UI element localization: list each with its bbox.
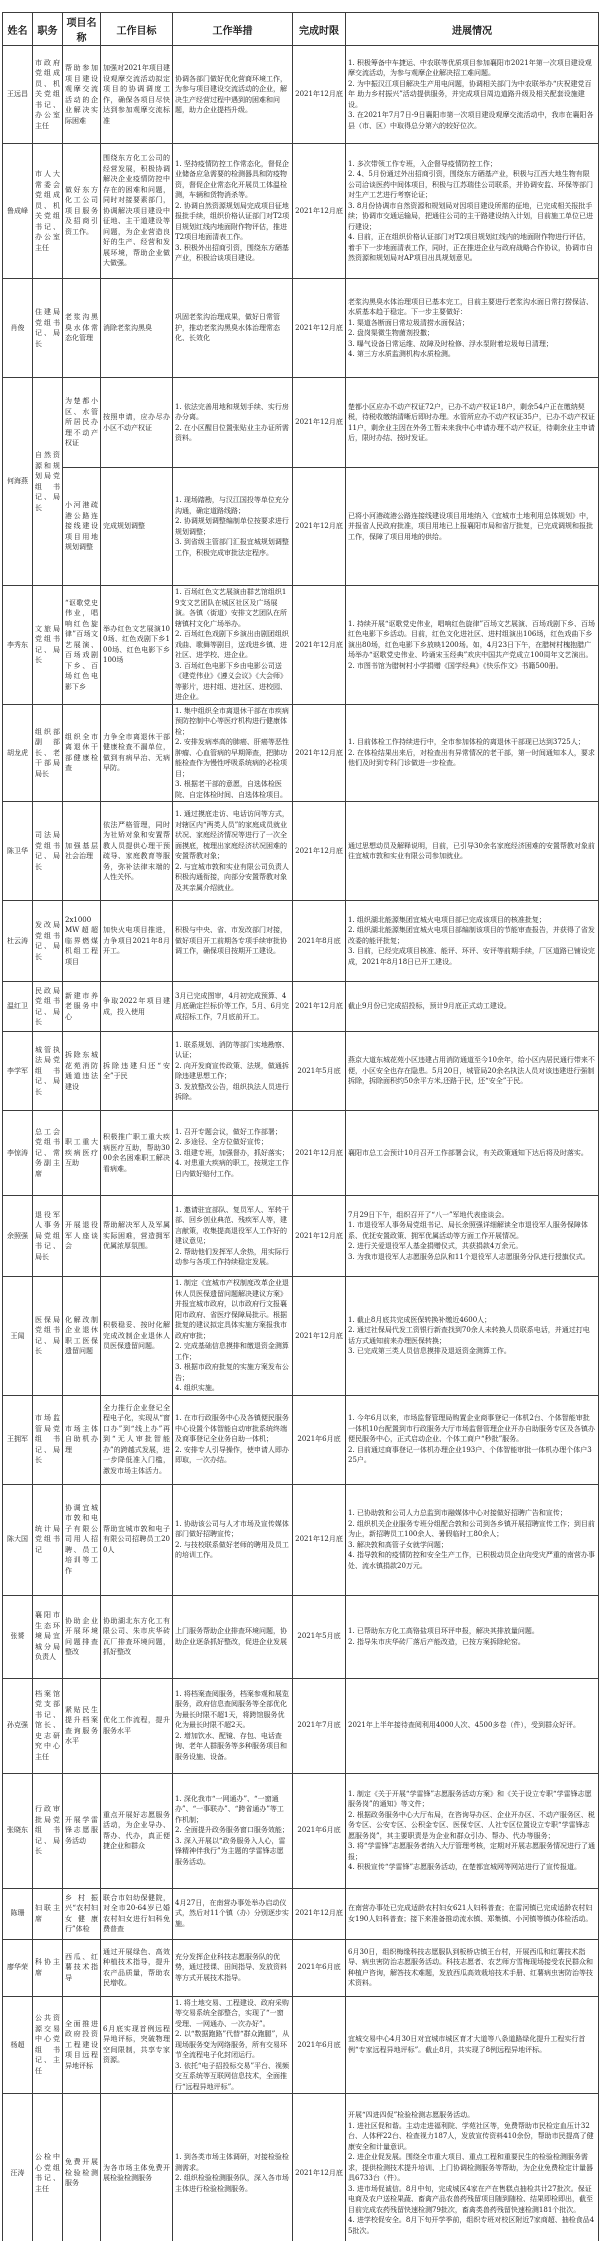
progress-cell-line: 2. 为中振汉江项目解决生产用电问题，协调相关部门为中农联举办“庆祝建党百年 助力乡村振兴”活动提供服务，并完成项目周边道路升级及相关配套设施建设。: [348, 79, 592, 109]
project-cell: “讴歌党史伟业，唱响红色旋律”百场文艺展演、百场戏剧下乡、百场红色电影下乡: [63, 586, 101, 705]
project-cell: 西瓜、红薯技术指导: [63, 1939, 101, 1996]
measures-cell: [173, 1277, 293, 1396]
progress-cell-line: 1. 截止8月底共完成医保转换补缴近4600人；: [348, 1315, 492, 1324]
project-cell: 新建市养老服务中心: [63, 982, 101, 1032]
progress-cell-line: 截止9月份已完成招投标，预计9月底正式动工建设。: [348, 1002, 511, 1011]
measures-cell: [173, 1484, 293, 1595]
progress-cell: [346, 46, 599, 144]
progress-cell-line: 2. 进企业促发展。围绕全市重大项目、重点工程和重要民生的检验检测服务需求，提供检测技术提升培训、上门协调检测服务等帮助，为企业免费检定计量器具6733台（件）。: [348, 2153, 593, 2182]
table-row: [3, 378, 599, 468]
measures-cell-line: 上门服务帮助企业排查环境问题，协助企业逐条抓好整改，促进企业发展: [175, 1627, 287, 1646]
progress-cell: [346, 1939, 599, 1996]
progress-cell-line: 1. 持续开展“讴歌党史伟业，唱响红色旋律”百场文艺展演、百场戏剧下乡、百场红色电影下乡活动。目前，红色文化进社区、进村组演出106场，红色戏曲下乡演出80场，红色电影下乡放映1200场。如，4月23日下午，在腊树村槐抱腊广场举办“讴歌党史伟业、吟诵宋玉经典”欢庆中国共产党成立100周年文艺演出。: [348, 619, 596, 659]
measures-cell: [173, 1996, 293, 2094]
measures-cell: [173, 1111, 293, 1196]
project-cell: 化解改制企业退休职工医保遗留问题: [63, 1277, 101, 1396]
measures-cell-line: 1. 坚持疫情防控工作常态化，督促企业储备应急需要的检测器具和防疫物资，督促企业常态化开展员工体温检测，车辆和货物消杀等。: [175, 159, 289, 199]
deadline-cell: 2021年12月底: [293, 279, 346, 378]
progress-cell: [346, 1196, 599, 1277]
measures-cell-line: 2. 百场红色戏剧下乡演出由剧团组织戏曲、歌舞等剧目，送戏进乡镇、进社区、进学校、进企业。: [175, 630, 289, 659]
deadline-cell: 2021年5月底: [293, 1595, 346, 1678]
project-cell: 加强基层社会治理: [63, 802, 101, 901]
table-row: [3, 1484, 599, 1595]
goal-cell: 争取2022年项目建成，投入使用: [101, 982, 173, 1032]
measures-cell: [173, 982, 293, 1032]
project-cell: 乡村振兴“农村妇女健康行”体检: [63, 1888, 101, 1939]
measures-cell-line: 1. 依法完善用地和规划手续、实行房办分离。: [175, 402, 289, 421]
measures-cell-line: 2. 与技校联系做好老师的聘用及员工的培训工作。: [175, 1540, 289, 1559]
name-cell: 陈卫华: [3, 802, 33, 901]
measures-cell-line: 2. 协调自然资源规划局完成项目征地报批手续，组织价格认证部门对T2项目规划红线内地面附作物评估，推进T2项目地面清表工作。: [175, 201, 290, 241]
measures-cell-line: 1. 联系规划、消防等部门实地勘察、认证；: [175, 1040, 289, 1059]
project-cell: 为楚都小区、水管所居民办理不动产权证: [63, 378, 101, 468]
goal-cell: 完成规划调整: [101, 468, 173, 586]
deadline-cell: 2021年6月底: [293, 1395, 346, 1484]
progress-cell: [346, 1996, 599, 2094]
measures-cell-line: 1. 协助该公司与人才市场及宣传媒体部门做好招聘宣传；: [175, 1519, 289, 1538]
table-row: [3, 1395, 599, 1484]
deadline-cell: 2021年12月底: [293, 1888, 346, 1939]
deadline-cell: 2021年12月底: [293, 586, 346, 705]
goal-cell: 按照申请，应办尽办小区不动产权证: [101, 378, 173, 468]
work-progress-table: [2, 12, 599, 2241]
project-cell: 协调宜城市敦和电子有限公司用人招聘、员工培训等工作: [63, 1484, 101, 1595]
progress-cell: [346, 1678, 599, 1773]
measures-cell: [173, 1196, 293, 1277]
measures-cell: [173, 279, 293, 378]
measures-cell-line: 3. 深入开展以“政务服务入人心，雷锋精神伴我行”为主题的学雷锋志愿服务活动。: [175, 1836, 286, 1866]
position-cell: 退役军人事务局党组书记、局长: [33, 1196, 63, 1277]
position-cell: 市人大常委会党组成员、机关党组书记、办公室主任: [33, 144, 63, 279]
position-cell: 档案馆党支部书记、馆长、史志研究中心主任: [33, 1678, 63, 1773]
progress-cell-line: 通过思想动员及解释说明，目前，已引导30余名家庭经济困难的安置帮教对象前往宜城市敦和实业有限公司参加就业。: [348, 841, 595, 860]
progress-cell-line: 2. 组织湖北能源集团宜城火电项目部编制该项目的节能审查报告，并获得了省发改委的能评批复；: [348, 926, 595, 945]
progress-cell-line: 1. 进社区促和谐。主动走进福利院、学苑社区等，免费帮助市民检定血压计32台、人体秤22台、检查视力187人，发放宣传资料410余份，帮助市民提高了健康安全和计量意识。: [348, 2121, 594, 2151]
measures-cell-line: 1. 在市行政服务中心及各镇便民服务中心设置个体智能自动审批系统终端及商事登记全业务自助一体机；: [175, 1414, 289, 1444]
deadline-cell: 2021年12月底: [293, 1484, 346, 1595]
measures-cell-line: 3. 发放整改公告，组织执法人员进行拆除。: [175, 1082, 289, 1101]
goal-cell: 全力推行企业登记全程电子化，实现从“窗口办”到“线上办”再到“无人审批智能办”的跨越式发展，进一步降低准入门槛，激发市场主体活力。: [101, 1395, 173, 1484]
project-cell: 免费开展检验检测服务: [63, 2094, 101, 2241]
project-cell: 组织全市离退休干部健康检查: [63, 704, 101, 802]
table-row: [3, 704, 599, 802]
name-cell: 胡龙虎: [3, 704, 33, 802]
progress-cell: [346, 704, 599, 802]
progress-cell-line: 2021年上半年接待查阅利用4000人次、4500多卷（件），受到群众好评。: [348, 1721, 580, 1730]
name-cell: 鲁成峰: [3, 144, 33, 279]
progress-cell-line: 1. 已帮助东方化工高铬盐项目环评申报，解决其排放量问题。: [348, 1627, 539, 1635]
project-cell: 做好东方化工公司项目服务及招商引资工作。: [63, 144, 101, 279]
progress-cell-line: 3. 已完成第三类人员信息摸排及退返资金测算工作。: [348, 1347, 511, 1356]
deadline-cell: 2021年6月底: [293, 1996, 346, 2094]
measures-cell-line: 2. 多途径、全方位做好宣传；: [175, 1138, 268, 1147]
progress-cell-line: 3. 为我市退役军人志愿服务总队和11个退役军人志愿服务分队进行授旗仪式。: [348, 1252, 590, 1261]
name-cell: 肖俊: [3, 279, 33, 378]
goal-cell: 举办红色文艺展演100场、红色戏剧下乡100场、红色电影下乡100场: [101, 586, 173, 705]
deadline-cell: 2021年7月底: [293, 1678, 346, 1773]
progress-cell-line: 4. 积极宣传“学雷锋”志愿服务活动，在楚都宜城网等网站进行了宣传报道。: [348, 1863, 582, 1871]
measures-cell-line: 2. 以“数据跑路”代替“群众跑腿”，从现场服务变为网络服务，所有交易环节全流程电子化封闭运行。: [175, 2030, 290, 2059]
position-cell: 妇联主席: [33, 1888, 63, 1939]
progress-cell: [346, 982, 599, 1032]
progress-cell-line: 3. 进市场促诚信。8月中旬，完成城区4家在产在售糕点抽检共计27批次。保证电商及农户送检果蔬、畜禽产品农兽药残留项目随到随检、结果即检即出，截至目前完成农药残留快速检测79批次，畜禽类兽药残留快速检测181个批次。: [348, 2184, 593, 2214]
deadline-cell: 2021年12月底: [293, 144, 346, 279]
table-row: [3, 468, 599, 586]
table-row: [3, 1111, 599, 1196]
name-cell: 杨超: [3, 1996, 33, 2094]
name-cell: 孙克强: [3, 1678, 33, 1773]
progress-cell-line: 3. 8月份协调市自然资源和规划局对因项目建设所需的征地，已完成相关报批手续；协调市交通运输局，把通往公司的主干路建设纳入计划，目前施工单位已进行建设；: [348, 201, 593, 231]
deadline-cell: 2021年12月底: [293, 378, 346, 468]
measures-cell-line: 3. 百场红色电影下乡由电影公司送《建党伟业》《遵义会议》《大会师》等影片，进村组、进社区、进校园、进企业。: [175, 661, 287, 701]
progress-cell: [346, 468, 599, 586]
measures-cell: [173, 468, 293, 586]
measures-cell-line: 1. 将档案查阅服务，档案参观和展览服务，政府信息查阅服务等全部优化为最长时限不超1天，将跨馆服务优化为最长时限不超2天。: [175, 1689, 289, 1730]
measures-cell-line: 1. 通过摸底走访、电话访问等方式，对辖区内“两类人员”的家庭成员就业状况、家庭经济情况等进行了一次全面摸底，梳理出家庭经济状况困难的安置帮教对象；: [175, 810, 289, 860]
position-cell: 市场监管局党组书记、局长: [33, 1395, 63, 1484]
position-cell: 公检中心党组书记、主任: [33, 2094, 63, 2241]
progress-cell: [346, 1888, 599, 1939]
progress-cell: [346, 2094, 599, 2241]
progress-cell-line: 开展“四进四促”检验检测志愿服务活动。: [348, 2111, 475, 2119]
progress-cell-line: 6月30日，组织梅缘科技志愿服队到板桥店镇王台村，开展西瓜和红薯技术指导、病虫害防治志愿服务活动。科技志愿者、农艺师方雪梅现场接受农民群众和种植户咨询，解答技术难题，发放西瓜高效栽培技术手册、红薯病虫害防治等技术资料。: [348, 1947, 593, 1987]
measures-cell-line: 1. 制定《宜城市产权制度改革企业退休人员医保遗留问题解决建议方案》并报宜城市政府，以市政府行文报襄阳市政府、省医疗保障局批示。根据批复的建议拟定具体实施方案报我市政府审批；: [175, 1279, 289, 1340]
progress-cell-line: 2. 市图书馆为腊树村小学捐赠《国学经典》《快乐作文》书籍500册。: [348, 661, 563, 670]
deadline-cell: 2021年12月底: [293, 802, 346, 901]
measures-cell-line: 3月已完成图审，4月初完成预算、4月底确定拦标价等工作，5月、6月完成招标工作，7月底前开工。: [175, 991, 289, 1021]
measures-cell: [173, 704, 293, 802]
goal-cell: 联合市妇幼保健院，对全市20-64岁已婚农村妇女进行妇科免费普查: [101, 1888, 173, 1939]
name-cell: 陈珊: [3, 1888, 33, 1939]
measures-cell-line: 1. 深化我市“一网通办”、“一窗通办”、“一事联办”、“跨省通办”等工作机制；: [175, 1794, 284, 1824]
table-row: [3, 2094, 599, 2241]
measures-cell-line: 1. 将土地交易、工程建设、政府采购等交易系统全部整合，实现了“一窗受理、一网通办、一次办好”。: [175, 1998, 289, 2028]
progress-cell-line: 燕京大道东城花苑小区违建占用消防通道至今10余年，给小区内居民通行带来不便，小区安全也存在隐患。5月20日，城管局20余名执法人员对该违建进行强制拆除，拆除面积约50余平方米,还路于民，还“安全”于民。: [348, 1056, 595, 1086]
measures-cell-line: 2. 与宜城市敦和实业有限公司负责人积极沟通衔接，向部分安置帮教对象及其亲属介绍就业。: [175, 862, 289, 892]
progress-cell: [346, 586, 599, 705]
name-cell: 杜云涛: [3, 901, 33, 982]
deadline-cell: 2021年8月底: [293, 901, 346, 982]
goal-cell: 积极稳妥、按时化解完成改制企业退休人员医保遗留问题。: [101, 1277, 173, 1396]
measures-cell-line: 3. 依托“电子招投标交易”平台、视频交互系统等互联网信息技术，全面推行“远程异地评标”。: [175, 2061, 290, 2091]
goal-cell: 为各市场主体免费开展检验检测服务: [101, 2094, 173, 2241]
progress-cell-line: 2. 在体检结果出来后，对检查出有异常情况的老干部，第一时间通知本人，要求他们及时到专科门诊做进一步检查。: [348, 748, 595, 767]
measures-cell-line: 3. 根据市政府批复的实施方案发布公告；: [175, 1363, 289, 1382]
progress-cell-line: 2. 组织机关企业服务专班分组配合敦和公司到各乡镇开展招聘宣传工作；到目前为止，新招聘员工100余人、暑假临时工80余人；: [348, 1519, 595, 1538]
progress-cell-line: 4. 目前，正在组织价格认证部门对T2项目规划红线内的地面附作物进行评估，着手下一步地面清表工作，同时，正在推进企业与政府战略合作协议，协调市自然资源和规划局对AP项目出具规划意见。: [348, 233, 593, 262]
name-cell: 王闻: [3, 1277, 33, 1396]
table-row: [3, 802, 599, 901]
position-cell: 行政审批局党组书记、局长: [33, 1773, 63, 1888]
progress-cell-line: 1. 制定《关于开展“学雷锋”志愿服务活动方案》和《关于设立专职“学雷锋志愿服务岗”的通知》等文件；: [348, 1789, 592, 1808]
progress-cell: [346, 1111, 599, 1196]
table-row: [3, 1196, 599, 1277]
name-cell: 李秀东: [3, 586, 33, 705]
progress-cell-line: 3. 将“学雷锋”志愿服务者纳入大厅管理考核，定期对开展志愿服务情况进行了通报；: [348, 1842, 596, 1861]
goal-cell: 重点开展好志愿服务活动，为企业导办、帮办、代办，真正便捷企业和群众: [101, 1773, 173, 1888]
progress-cell: [346, 1484, 599, 1595]
deadline-cell: 2021年12月底: [293, 982, 346, 1032]
name-cell: 李学军: [3, 1032, 33, 1111]
table-row: [3, 1996, 599, 2094]
name-cell: 王拥军: [3, 1395, 33, 1484]
measures-cell-line: 1. 到各类市场主体调研，对接检验检测需求。: [175, 2153, 289, 2172]
goal-cell: 积极推广职工重大疾病医疗互助，帮助3000余名困难职工解决看病难。: [101, 1111, 173, 1196]
progress-cell-line: 1. 目前体检工作持续进行中，全市参加体检的离退休干部现已达到3725人；: [348, 738, 585, 746]
deadline-cell: 2021年12月底: [293, 1111, 346, 1196]
deadline-cell: 2021年6月底: [293, 1939, 346, 1996]
progress-cell-line: 2. 指导朱市庆华砖厂落后产能改造，已按方案拆除轮窑。: [348, 1637, 525, 1646]
column-header-measures: 工作举措: [173, 13, 293, 46]
name-cell: 温红卫: [3, 982, 33, 1032]
project-cell: 开展退役军人座谈会: [63, 1196, 101, 1277]
progress-cell-line: 7月29日下午，组织召开了“八一”军地代表座谈会。: [348, 1210, 509, 1219]
table-row: [3, 144, 599, 279]
deadline-cell: 2021年12月底: [293, 1196, 346, 1277]
position-cell: 文旅局党组书记、局长: [33, 586, 63, 705]
progress-cell-line: 1. 渠道各断面日常垃圾清捞水面保洁；: [348, 318, 469, 327]
position-cell: 襄阳市生态环境局宜城分局负责人: [33, 1595, 63, 1678]
project-cell: 紧贴民生提升档案查询服务水平: [63, 1678, 101, 1773]
goal-cell: 消除老浆沟黑臭: [101, 279, 173, 378]
table-row: [3, 1595, 599, 1678]
position-cell: 自然资源和规划局党组书记、局长: [33, 378, 63, 586]
progress-cell-line: 4. 指导敦和的疫情防控和安全生产工作，已积极动员企业向受灾严重的南营办事处、流水镇捐款20万元。: [348, 1551, 595, 1570]
progress-cell: [346, 901, 599, 982]
measures-cell-line: 2. 安排发病率高的肺癌、肝癌等恶性肿瘤、心血管病的早期筛查，把肺功能检查作为慢性呼吸系统病的必检项目；: [175, 738, 289, 778]
deadline-cell: 2021年12月底: [293, 1277, 346, 1396]
goal-cell: 帮助宜城市敦和电子有限公司招聘员工200人: [101, 1484, 173, 1595]
goal-cell: 力争全市离退休干部健康检查不漏单位，做到有病早治、无病早防。: [101, 704, 173, 802]
project-cell: 市场主体自助机办理: [63, 1395, 101, 1484]
measures-cell-line: 3. 根据老干部的意愿，自选体检医院、自定体检时间、自选体检项目。: [175, 780, 287, 799]
measures-cell: [173, 144, 293, 279]
progress-cell: [346, 1595, 599, 1678]
name-cell: 李惊涛: [3, 1111, 33, 1196]
goal-cell: 协助湖北东方化工有限公司、朱市庆华砖瓦厂排查环境问题，抓好整改: [101, 1595, 173, 1678]
position-cell: 科协主席: [33, 1939, 63, 1996]
progress-cell: [346, 802, 599, 901]
progress-cell: [346, 1395, 599, 1484]
name-cell: 王远昌: [3, 46, 33, 144]
table-row: [3, 46, 599, 144]
progress-cell-line: 已将小河港疏港公路连接线建设项目用地纳入《宜城市土地利用总体规划》中，并报省人民政府批准，项目用地已上报襄阳市局和省厅批复，已完成调规和报批工作，保障了项目用地的供给。: [348, 511, 593, 541]
progress-cell-line: 襄阳市总工会预计10月召开工作部署会议，有关政策通知下达后将及时落实。: [348, 1148, 588, 1157]
goal-cell: 加快火电项目推进，力争项目2021年8月开工。: [101, 901, 173, 982]
progress-cell-line: 3. 目前，已经完成项目核准、能评、环评、安评等前期手续，厂区道路已铺设完成，2021年8月18日已开工建设。: [348, 947, 595, 966]
column-header-position: 职务: [33, 13, 63, 46]
measures-cell-line: 2. 协调规划调整编制单位按要求进行规划调整；: [175, 517, 289, 536]
progress-cell-line: 3. 在2021年7月7日-9日襄阳市第一次项目建设观摩交流活动中，我市在襄阳各县（市、区）中取得总分第六的较好位次。: [348, 111, 594, 130]
name-cell: 张晓东: [3, 1773, 33, 1888]
measures-cell-line: 2. 向开发商宣传政策、法规，做通拆除违建思想工作；: [175, 1061, 289, 1080]
measures-cell: [173, 1939, 293, 1996]
measures-cell-line: 2. 帮助他们发挥军人余热，用实际行动参与各项工作持续稳定发展。: [175, 1247, 289, 1266]
column-header-deadline: 完成时限: [293, 13, 346, 46]
project-cell: 拆除东城花苑消防通道违法建设: [63, 1032, 101, 1111]
progress-cell-line: 1. 今年6月以来，市场监督管理局购置企业商事登记一体机2台、个体智能审批一体机10台配置到市行政服务大厅市场监督管理企业开办自助服务专区及各镇办便民服务中心，正式启动企业、个体工商户“秒批”服务。: [348, 1414, 595, 1444]
progress-cell-line: 楚都小区应办不动产权证72户，已办不动产权证18户，剩余54户正在缴纳契税，待税收缴纳清晰后即时办理。水管所应办不动产权证35户，已办不动产权证11户，剩余业主因在外务工暂未来我中心申请办理不动产权证，待剩余业主申请后，限时办结、按时发证。: [348, 402, 595, 442]
progress-cell-line: 宜城交易中心4月30日对宜城市城区育才大道等八条道路绿化提升工程实行首例“专家远程异地评标”。截止8月，共实现了8例远程异地评标。: [348, 2035, 586, 2054]
table-header-row: [3, 13, 599, 46]
deadline-cell: 2021年6月底: [293, 1773, 346, 1888]
table-row: [3, 901, 599, 982]
name-cell: 何海燕: [3, 378, 33, 586]
goal-cell: 优化工作流程，提升服务水平: [101, 1678, 173, 1773]
measures-cell-line: 3. 积极外出招商引资，围绕东方硒基产业，积极洽谈项目建设。: [175, 243, 289, 262]
progress-cell-line: 3. 解决敦和高管子女就学问题；: [348, 1540, 448, 1549]
name-cell: 汪涛: [3, 2094, 33, 2241]
progress-cell-line: 3. 曝气设备日常运维、故障及时检修、浮水泵附着垃圾每日清理；: [348, 339, 553, 348]
measures-cell: [173, 901, 293, 982]
table-row: [3, 982, 599, 1032]
progress-cell: [346, 378, 599, 468]
measures-cell-line: 4月27日，在南营办事处举办启动仪式，然后对11个镇（办）分别逐步实施。: [175, 1898, 289, 1928]
measures-cell: [173, 46, 293, 144]
measures-cell: [173, 378, 293, 468]
measures-cell: [173, 802, 293, 901]
measures-cell-line: 充分发挥企业科技志愿服务队的优势，通过授课、田间指导、发放资料等方式开展技术指导。: [175, 1952, 287, 1982]
progress-cell-line: 4. 进学校促安全。8月下旬开学季前，组织专班对校区附近7家商超、抽检食品45批次。: [348, 2216, 595, 2235]
progress-cell: [346, 144, 599, 279]
progress-cell-line: 在南营办事处已完成适龄农村妇女621人妇科普查；在雷河镇已完成适龄农村妇女190人妇科普查；接下来准备推动流水镇、郑集镇、小河镇等镇办体检活动。: [348, 1904, 593, 1923]
name-cell: 张赟: [3, 1595, 33, 1678]
goal-cell: 拆除违建归还“安全”于民: [101, 1032, 173, 1111]
measures-cell: [173, 1773, 293, 1888]
position-cell: 住建局党组书记、局长: [33, 279, 63, 378]
position-cell: 司法局党组书记、局长: [33, 802, 63, 901]
position-cell: 发改局党组书记、局长: [33, 901, 63, 982]
project-cell: 全面推进政府投资工程建设项目远程异地评标: [63, 1996, 101, 2094]
name-cell: 陈大国: [3, 1484, 33, 1595]
progress-cell-line: 2. 目前通过商事登记一体机办理企业193户、个体智能审批一体机办理个体户325户。: [348, 1445, 592, 1465]
deadline-cell: 2021年12月底: [293, 2094, 346, 2241]
measures-cell-line: 2. 完成基础信息摸排和缴退资金测算工作；: [175, 1342, 289, 1361]
deadline-cell: 2021年12月底: [293, 704, 346, 802]
measures-cell: [173, 1595, 293, 1678]
project-cell: 帮助参加项目建设观摩交流活动的企业解决实际困难: [63, 46, 101, 144]
project-cell: 2x1000MW超超临界燃煤机组工程项目: [63, 901, 101, 982]
progress-cell-line: 1. 多次带领工作专班，入企督导疫情防控工作；: [348, 159, 497, 168]
deadline-cell: 2021年5月底: [293, 1032, 346, 1111]
position-cell: 公共资源交易中心党组书记、主任: [33, 1996, 63, 2094]
measures-cell: [173, 586, 293, 705]
progress-cell-line: 2. 根据政务服务中心大厅布局，在咨询导办区、企业开办区、不动产服务区、税务专区、公安专区、公积金专区、医保专区、人社专区位置设立专职“学雷锋志愿服务岗”，其主要职责是为企业和群众引办、帮办、代办等服务；: [348, 1810, 595, 1840]
position-cell: 统计局党组书记: [33, 1484, 63, 1595]
progress-cell-line: 老浆沟黑臭水体治理项目已基本完工，目前主要进行老浆沟水面日常打捞保洁、水质基本趋于稳定。下一步主要做好：: [348, 297, 593, 316]
position-cell: 医保局党组书记、局长: [33, 1277, 63, 1396]
column-header-name: 姓名: [3, 13, 33, 46]
table-row: [3, 1888, 599, 1939]
name-cell: 廖华荣: [3, 1939, 33, 1996]
measures-cell-line: 3. 到省级主管部门汇报宜城规划调整工作，积极完成审批法定程序。: [175, 538, 289, 557]
progress-cell: [346, 1277, 599, 1396]
position-cell: 组织部副部长、老干部局局长: [33, 704, 63, 802]
progress-cell: [346, 279, 599, 378]
measures-cell-line: 1. 集中组织全市离退休干部在市疾病预防控制中心等医疗机构进行健康体检；: [175, 706, 289, 736]
position-cell: 民政局党组书记、局长: [33, 982, 63, 1032]
table-row: [3, 1773, 599, 1888]
table-row: [3, 1678, 599, 1773]
table-row: [3, 1277, 599, 1396]
goal-cell: 通过开展绿色、高效种植技术指导，提升农产品质量，帮助农民增收。: [101, 1939, 173, 1996]
project-cell: 职工重大疾病医疗互助: [63, 1111, 101, 1196]
measures-cell: [173, 1888, 293, 1939]
measures-cell-line: 2. 组织检验检测服务队，深入各市场主体进行检验检测服务。: [175, 2174, 289, 2193]
progress-cell-line: 1. 市退役军人事务局党组书记、局长余照强详细解读全市退役军人服务保障体系、优抚安置政策、拥军优属活动等方面工作开展情况。: [348, 1221, 588, 1240]
measures-cell-line: 2. 安排专人引导操作，使申请人即办即取，一次办结。: [175, 1445, 289, 1465]
progress-cell: [346, 1773, 599, 1888]
table-body: [3, 46, 599, 2241]
goal-cell: 帮助解决军人及军属实际困难，营造拥军优属浓厚氛围。: [101, 1196, 173, 1277]
goal-cell: 依法严格管理，同时为社矫对象和安置帮教人员提供心理干预疏导、家庭教育等服务，弥补法律末端的人性关怀。: [101, 802, 173, 901]
position-cell: 市政府党组成员、机关党组书记、办公室主任: [33, 46, 63, 144]
progress-cell: [346, 1032, 599, 1111]
measures-cell-line: 1. 召开专题会议，做好工作部署；: [175, 1127, 282, 1136]
measures-cell-line: 积极与中央、省、市发改部门对接，做好项目开工前期各专项手续审批协调工作，确保项目按期开工建设。: [175, 926, 287, 956]
position-cell: 城管执法局党组书记、局长: [33, 1032, 63, 1111]
measures-cell-line: 协调各部门做好优化营商环境工作，为参与项目建设交流活动的企业，解决生产经营过程中遇到的困难和问题，助力企业提档升级。: [175, 74, 287, 114]
measures-cell-line: 3. 组建专班，加强督办，抓好落实；: [175, 1148, 289, 1157]
measures-cell: [173, 1032, 293, 1111]
measures-cell-line: 1. 邀请驻宜部队、复员军人、军转干部、回乡创业典范、残疾军人等，建言献策，收集提高退役军人工作好的建议意见；: [175, 1205, 289, 1245]
progress-cell-line: 2. 通过社保局代发工资银行新查找到70余人未转换人员联系电话，并通过打电话方式通知前来办理医保转换；: [348, 1326, 590, 1345]
project-cell: 小河港疏港公路连接线建设项目用地规划调整: [63, 468, 101, 586]
position-cell: 总工会党组书记、常务副主席: [33, 1111, 63, 1196]
column-header-progress: 进展情况: [346, 13, 599, 46]
measures-cell-line: 2. 增加饮水、配镜、存包、电话查询、老年人群服务等多种服务项目和服务设施、设备。: [175, 1731, 287, 1761]
progress-cell-line: 1. 已协助敦和公司人力总监到市融媒体中心对接做好招聘广告和宣传；: [348, 1509, 567, 1517]
table-row: [3, 1032, 599, 1111]
project-cell: 开展学雷锋志愿服务活动: [63, 1773, 101, 1888]
table-row: [3, 586, 599, 705]
progress-cell-line: 2. 4、5月份通过外出招商引资，围绕东方硒基产业，积极与江西大地生物有限公司洽谈医药中间体项目，积极与江苏瑞佳公司联系，并协调安监、环保等部门对生产工艺进行考察论证；: [348, 170, 593, 199]
deadline-cell: 2021年12月底: [293, 468, 346, 586]
table-row: [3, 1939, 599, 1996]
table-row: [3, 279, 599, 378]
measures-cell: [173, 2094, 293, 2241]
project-cell: 老浆沟黑臭水体常态化管理: [63, 279, 101, 378]
measures-cell-line: 2. 在小区醒目位置张贴业主办证所需资料。: [175, 423, 289, 442]
measures-cell-line: 4. 组织实施。: [175, 1384, 219, 1392]
measures-cell-line: 4. 对患重大疾病的职工，按规定工作日内做好赔付工作。: [175, 1159, 289, 1178]
measures-cell: [173, 1395, 293, 1484]
measures-cell-line: 2. 全面提升政务服务窗口服务效能；: [175, 1826, 289, 1835]
measures-cell: [173, 1678, 293, 1773]
goal-cell: 围绕东方化工公司的经营发展，积极协调解决企业疫情防控中存在的困难和问题，同时对接要素部门，协调解决项目建设中征地、主干道建设等问题，为企业营造良好的生产、经营和发展环境，帮助企业做大做强。: [101, 144, 173, 279]
goal-cell: 加强对2021年项目建设观摩交流活动拟定项目的协调调度工作，确保各项目尽快达到参加观摩交流标准: [101, 46, 173, 144]
column-header-goal: 工作目标: [101, 13, 173, 46]
progress-cell-line: 2. 盘岗渠微生物菌剂投撒；: [348, 329, 434, 337]
goal-cell: 6月底实现首例远程异地评标，突破物理空间限制，共享专家资源。: [101, 1996, 173, 2094]
measures-cell-line: 1. 现场踏勘，与汉江国投等单位充分沟通，确定道路线路；: [175, 496, 289, 515]
progress-cell-line: 1. 组织湖北能源集团宜城火电项目部已完成该项目的核准批复；: [348, 915, 546, 924]
deadline-cell: 2021年12月底: [293, 46, 346, 144]
measures-cell-line: 巩固老浆沟治理成果，做好日常管护，推动老浆沟黑臭水体治理常态化、长效化: [175, 313, 280, 343]
progress-cell-line: 2. 进行关爱退役军人基金捐赠仪式，共获捐款4万余元。: [348, 1242, 523, 1251]
project-cell: 协助企业开展环境问题排查整改: [63, 1595, 101, 1678]
progress-cell-line: 1. 积极筹备中车捷运、中农联等优质项目参加襄阳市2021年第一次项目建设观摩交流活动，为参与观摩企业解决招工难问题。: [348, 58, 592, 78]
name-cell: 余照强: [3, 1196, 33, 1277]
measures-cell-line: 1. 百场红色文艺展演由群艺馆组织19支文艺团队在城区社区及广场展演。各镇（街道）安排文艺团队在所辖镇村文化广场举办。: [175, 588, 287, 628]
progress-cell-line: 4. 第三方水质监测机构水质检测。: [348, 350, 455, 358]
column-header-project: 项目名称: [63, 13, 101, 46]
